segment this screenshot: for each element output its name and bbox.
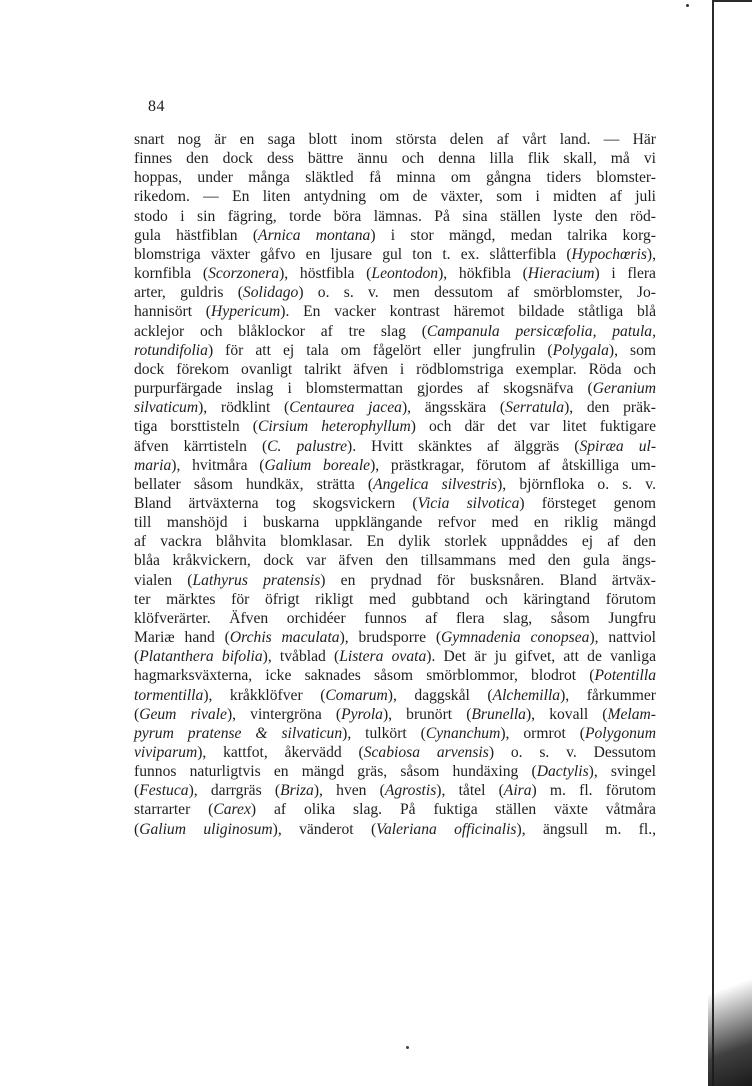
text-line: vialen (Lathyrus pratensis) en prydnad för busksnåren. Bland ärtväx- — [134, 571, 656, 589]
text-line: starrarter (Carex) af olika slag. På fuktiga ställen växte våtmåra — [134, 801, 656, 819]
text-line: af vackra blåhvita blomklasar. En dylik storlek uppnåddes ej af den — [134, 533, 656, 551]
text-line: dock förekom ovanligt talrikt äfven i rödblomstriga exemplar. Röda och — [134, 360, 656, 378]
text-line: blomstriga växter gåfvo en ljusare gul ton t. ex. slåtterfibla (Hypochœris), — [134, 245, 656, 263]
text-line: ter märktes för öfrigt rikligt med gubbtand och käringtand förutom — [134, 590, 656, 608]
page-edge-tick — [712, 0, 752, 2]
text-line: maria), hvitmåra (Galium boreale), prästkragar, förutom af åtskilliga um- — [134, 456, 656, 474]
text-line: bellater såsom hundkäx, strätta (Angelica silvestris), björnfloka o. s. v. — [134, 475, 656, 493]
text-line: (Galium uliginosum), vänderot (Valeriana officinalis), ängsull m. fl., — [134, 820, 657, 838]
text-line: äfven kärrtisteln (C. palustre). Hvitt skänktes af älggräs (Spiræa ul- — [134, 437, 657, 455]
text-line: Mariæ hand (Orchis maculata), brudsporre (Gymnadenia conopsea), nattviol — [134, 629, 656, 647]
speck-mark — [686, 4, 689, 7]
text-line: purpurfärgade inslag i blomstermattan gjordes af skogsnäfva (Geranium — [134, 380, 656, 398]
text-line: kornfibla (Scorzonera), höstfibla (Leontodon), hökfibla (Hieracium) i flera — [134, 265, 656, 283]
text-line: Bland ärtväxterna tog skogsvickern (Vicia silvotica) försteget genom — [134, 494, 657, 512]
text-line: snart nog är en saga blott inom största delen af vårt land. — Här — [134, 131, 656, 148]
text-line: tiga borsttisteln (Cirsium heterophyllum) och där det var litet fuktigare — [134, 418, 657, 436]
text-line: klöfverärter. Äfven orchidéer funnos af flera slag, såsom Jungfru — [134, 609, 656, 627]
text-line: rikedom. — En liten antydning om de växter, som i midten af juli — [134, 188, 656, 206]
text-line: stodo i sin fägring, torde böra lämnas. På sina ställen lyste den röd- — [134, 207, 656, 225]
text-line: till manshöjd i buskarna uppklängande refvor med en riklig mängd — [134, 514, 656, 532]
text-line: (Platanthera bifolia), tvåblad (Listera ovata). Det är ju gifvet, att de vanliga — [134, 648, 656, 666]
page-edge-shadow — [708, 936, 752, 1086]
page-edge — [708, 0, 752, 1086]
text-line: acklejor och blåklockor af tre slag (Campanula persicæfolia, patula, — [134, 322, 656, 340]
text-line: silvaticum), rödklint (Centaurea jacea), ängsskära (Serratula), den präk- — [134, 399, 656, 417]
text-line: hoppas, under många släktled få minna om gångna tiders blomster- — [134, 169, 656, 187]
text-line: (Festuca), darrgräs (Briza), hven (Agrostis), tåtel (Aira) m. fl. förutom — [134, 782, 656, 800]
page-number: 84 — [148, 98, 165, 115]
text-line: pyrum pratense & silvaticun), tulkört (Cynanchum), ormrot (Polygonum — [134, 724, 656, 742]
text-line: (Geum rivale), vintergröna (Pyrola), brunört (Brunella), kovall (Melam- — [134, 705, 656, 723]
text-line: viviparum), kattfot, åkervädd (Scabiosa arvensis) o. s. v. Dessutom — [134, 744, 656, 761]
text-line: blåa kråkvickern, dock var äfven den tillsammans med den gula ängs- — [134, 552, 656, 570]
body-paragraph — [134, 130, 656, 839]
text-line: tormentilla), kråkklöfver (Comarum), daggskål (Alchemilla), fårkummer — [134, 686, 656, 704]
text-line: finnes den dock dess bättre ännu och denna lilla flik skall, må vi — [134, 150, 656, 168]
text-line: hannisört (Hypericum). En vacker kontrast häremot bildade ståtliga blå — [134, 303, 656, 321]
page-edge-line — [712, 0, 714, 1086]
text-line: arter, guldris (Solidago) o. s. v. men dessutom af smörblomster, Jo- — [134, 284, 656, 302]
text-line: funnos naturligtvis en mängd gräs, såsom hundäxing (Dactylis), svingel — [134, 763, 656, 781]
speck-mark — [406, 1046, 409, 1049]
text-line: rotundifolia) för att ej tala om fågelört eller jungfrulin (Polygala), som — [134, 341, 657, 359]
text-line: hagmarksväxterna, icke saknades såsom smörblommor, blodrot (Potentilla — [134, 667, 656, 685]
text-line: gula hästfiblan (Arnica montana) i stor mängd, medan talrika korg- — [134, 226, 656, 244]
